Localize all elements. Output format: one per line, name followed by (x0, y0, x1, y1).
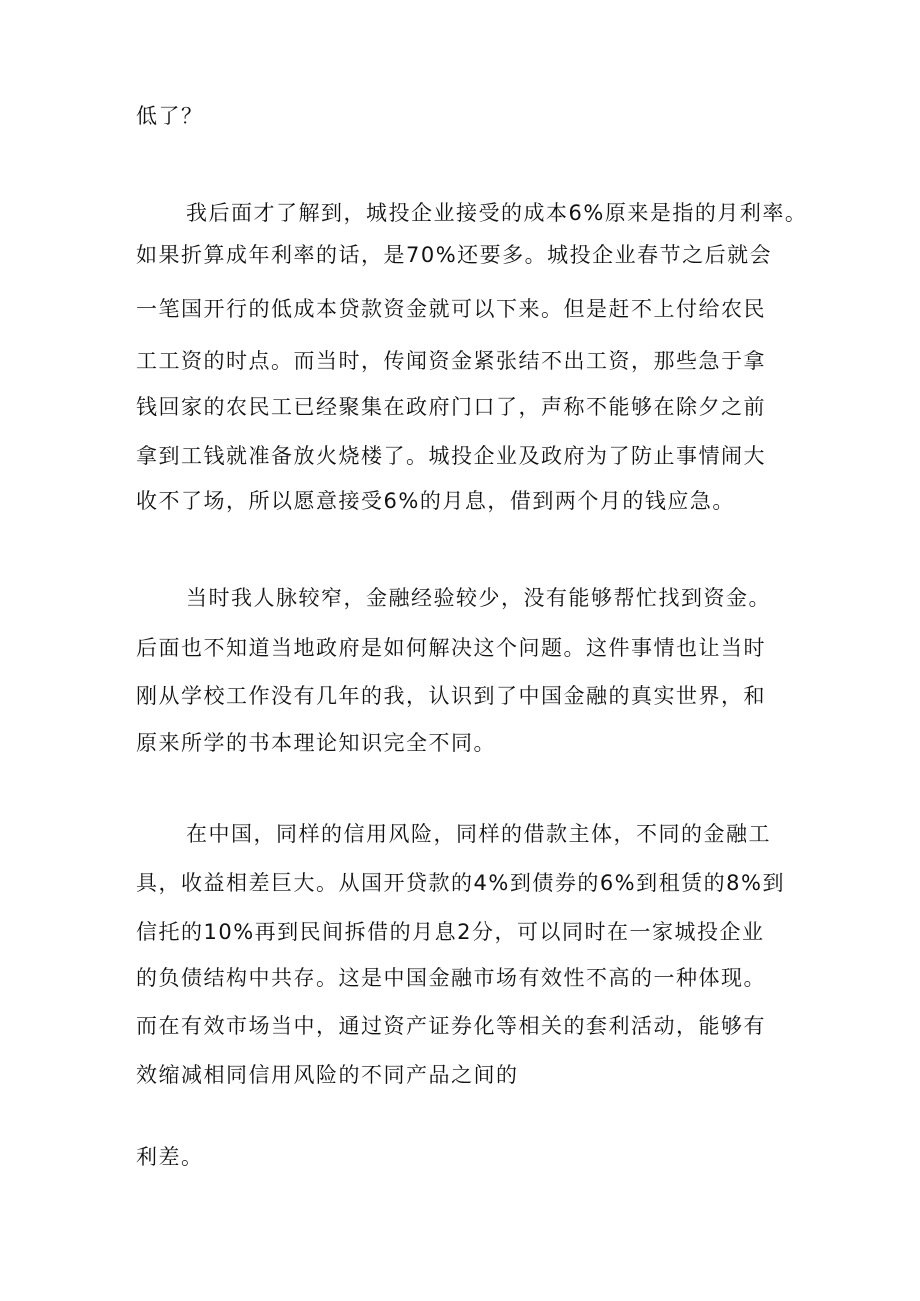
text-line: 拿到工钱就准备放火烧楼了。城投企业及政府为了防止事情闹大 (136, 444, 766, 468)
text-line: 我后面才了解到，城投企业接受的成本6%原来是指的月利率。 (186, 201, 808, 225)
text-line: 如果折算成年利率的话，是70%还要多。城投企业春节之后就会 (136, 243, 773, 267)
text-line: 信托的10%再到民间拆借的月息2分，可以同时在一家城投企业 (136, 920, 765, 944)
text-line: 工工资的时点。而当时，传闻资金紧张结不出工资，那些急于拿 (136, 349, 766, 373)
text-line: 一笔国开行的低成本贷款资金就可以下来。但是赶不上付给农民 (136, 297, 766, 321)
text-line: 原来所学的书本理论知识完全不同。 (136, 731, 496, 755)
text-line: 效缩减相同信用风险的不同产品之间的 (136, 1063, 519, 1087)
text-line: 具，收益相差巨大。从国开贷款的4%到债券的6%到租赁的8%到 (136, 871, 785, 895)
text-line: 的负债结构中共存。这是中国金融市场有效性不高的一种体现。 (136, 966, 766, 990)
text-line: 利差。 (136, 1145, 204, 1169)
text-line: 而在有效市场当中，通过资产证券化等相关的套利活动，能够有 (136, 1014, 766, 1038)
text-line: 钱回家的农民工已经聚集在政府门口了，声称不能够在除夕之前 (136, 395, 766, 419)
text-line: 后面也不知道当地政府是如何解决这个问题。这件事情也让当时 (136, 636, 766, 660)
text-line: 收不了场，所以愿意接受6%的月息，借到两个月的钱应急。 (136, 489, 735, 513)
text-line: 低了？ (136, 104, 204, 128)
text-line: 刚从学校工作没有几年的我，认识到了中国金融的真实世界，和 (136, 684, 766, 708)
text-line: 当时我人脉较窄，金融经验较少，没有能够帮忙找到资金。 (186, 586, 771, 610)
text-line: 在中国，同样的信用风险，同样的借款主体，不同的金融工 (186, 822, 771, 846)
